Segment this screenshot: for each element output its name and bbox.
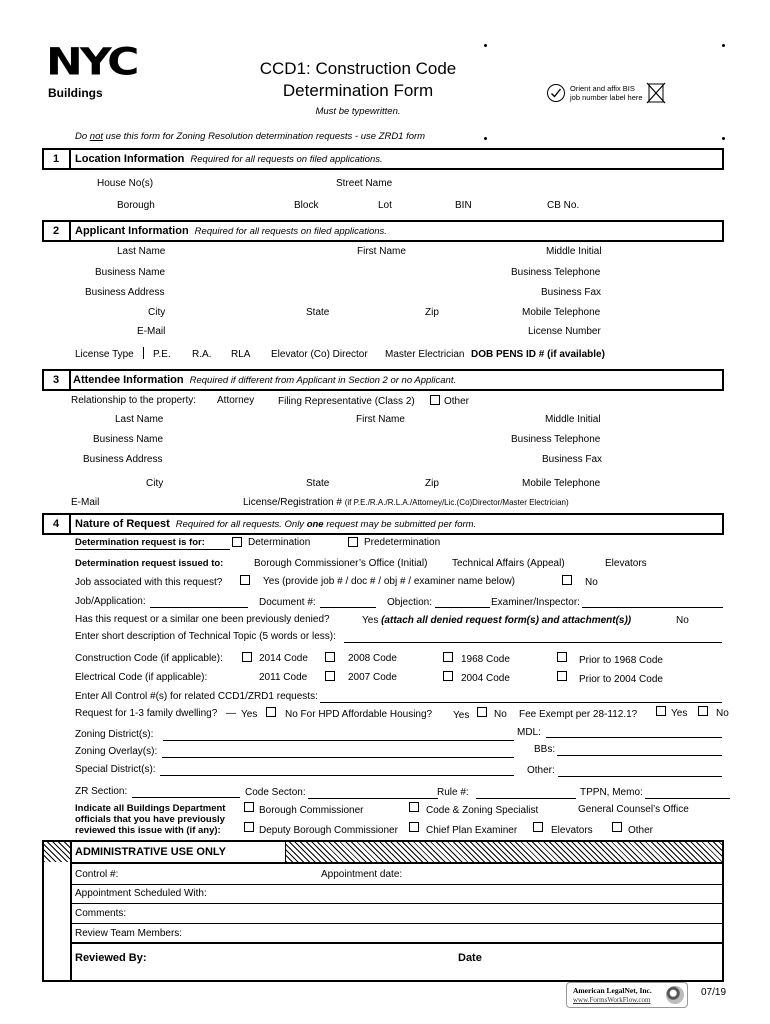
admin-title-divider-2	[285, 842, 286, 862]
section-4-number: 4	[52, 518, 60, 530]
relationship-attorney[interactable]: Attorney	[217, 395, 255, 406]
c2004-label: 2004 Code	[461, 673, 510, 684]
fee-exempt-label: Fee Exempt per 28-112.1?	[519, 709, 638, 720]
issued-to-label: Determination request issued to:	[75, 558, 224, 569]
applicant-last-name: Last Name	[117, 246, 166, 257]
tppn-label: TPPN, Memo:	[580, 787, 643, 798]
section-2-title: Applicant Information Required for all requests on filed applications.	[75, 225, 387, 237]
family-no-checkbox[interactable]	[266, 707, 276, 717]
publisher-url[interactable]: www.FormsWorkFlow.com	[573, 996, 651, 1004]
bbs-label: BBs:	[534, 744, 556, 755]
job-assoc-no-label: No	[585, 577, 598, 588]
control-nums-field[interactable]	[320, 702, 722, 703]
examiner-label: Examiner/Inspector:	[491, 597, 580, 608]
other-label: Other:	[527, 765, 555, 776]
subtitle: Must be typewritten.	[315, 106, 401, 117]
comments-label: Comments:	[75, 908, 127, 919]
attendee-first-name: First Name	[356, 414, 405, 425]
license-rla[interactable]: RLA	[231, 349, 251, 360]
dob-pens-label: DOB PENS ID # (if available)	[471, 349, 605, 360]
applicant-business-tel: Business Telephone	[511, 267, 601, 278]
objection-field[interactable]	[435, 607, 490, 608]
applicant-zip: Zip	[425, 307, 439, 318]
c1968-label: 1968 Code	[461, 654, 510, 665]
admin-row-rule-3	[70, 923, 722, 924]
borough-label: Borough	[117, 200, 155, 211]
admin-row-rule-4	[70, 942, 722, 944]
short-desc-field[interactable]	[344, 642, 722, 643]
control-nums-label: Enter All Control #(s) for related CCD1/ZRD1 requests:	[75, 691, 318, 702]
admin-title: ADMINISTRATIVE USE ONLY	[75, 846, 226, 858]
code-zoning-label: Code & Zoning Specialist	[426, 805, 539, 816]
examiner-field[interactable]	[582, 607, 723, 608]
applicant-state: State	[306, 307, 330, 318]
family-label: Request for 1-3 family dwelling?	[75, 708, 218, 719]
title-line-1: CCD1: Construction Code	[259, 59, 457, 78]
zoning-overlay-field[interactable]	[162, 757, 514, 758]
relationship-other-checkbox[interactable]	[430, 395, 440, 405]
admin-hatch-left	[44, 842, 70, 862]
admin-row-rule-1	[70, 884, 722, 885]
c2014-label: 2014 Code	[259, 653, 308, 664]
street-label: Street Name	[336, 178, 393, 189]
attendee-mobile: Mobile Telephone	[522, 478, 601, 489]
form-version: 07/19	[701, 987, 727, 998]
admin-row-rule-2	[70, 903, 722, 904]
prior1968-label: Prior to 1968 Code	[579, 655, 663, 666]
logo-sub: Buildings	[48, 86, 103, 100]
det-for-rule	[75, 549, 230, 550]
publisher-name: American LegalNet, Inc.	[573, 986, 652, 995]
applicant-business-name: Business Name	[95, 267, 166, 278]
prev-denied-no[interactable]: No	[676, 615, 689, 626]
zr-section-field[interactable]	[132, 797, 240, 798]
borough-commissioner-checkbox[interactable]	[244, 802, 254, 812]
tppn-field[interactable]	[645, 798, 730, 799]
license-type-label: License Type	[75, 349, 134, 360]
other-official-checkbox[interactable]	[612, 822, 622, 832]
electrical-code-label: Electrical Code (if applicable):	[75, 672, 208, 683]
c2008-label: 2008 Code	[348, 653, 397, 664]
applicant-business-fax: Business Fax	[541, 287, 602, 298]
code-zoning-checkbox[interactable]	[409, 802, 419, 812]
nyc-logo	[46, 40, 158, 100]
mdl-label: MDL:	[517, 727, 541, 738]
check-circle-icon	[546, 83, 566, 103]
bis-label-area	[546, 82, 666, 106]
logo-text: NYC	[46, 40, 137, 84]
attendee-city: City	[146, 478, 164, 489]
job-assoc-yes-label: Yes (provide job # / doc # / obj # / examiner name below)	[263, 576, 515, 587]
job-app-label: Job/Application:	[75, 596, 146, 607]
fee-yes-checkbox[interactable]	[656, 706, 666, 716]
zoning-overlay-label: Zoning Overlay(s):	[75, 746, 158, 757]
hpd-label: No For HPD Affordable Housing?	[285, 709, 433, 720]
section-4-title: Nature of Request Required for all requests. Only one request may be submitted per form.	[75, 518, 477, 530]
applicant-license-number: License Number	[528, 326, 601, 337]
attendee-last-name: Last Name	[115, 414, 164, 425]
chief-plan-label: Chief Plan Examiner	[426, 825, 518, 836]
fee-no-checkbox[interactable]	[698, 706, 708, 716]
applicant-city: City	[148, 307, 166, 318]
predetermination-label: Predetermination	[364, 537, 441, 548]
bis-label-line-1: Orient and affix BIS	[570, 84, 635, 93]
license-type-divider	[143, 347, 144, 359]
hpd-no-label: No	[494, 709, 507, 720]
applicant-first-name: First Name	[357, 246, 406, 257]
dot-1	[484, 44, 487, 47]
admin-left-col	[70, 862, 72, 980]
tech-affairs-option[interactable]: Technical Affairs (Appeal)	[452, 558, 565, 569]
license-elevator[interactable]: Elevator (Co) Director	[271, 349, 368, 360]
prior2004-checkbox[interactable]	[557, 671, 567, 681]
c2011-label: 2011 Code	[259, 672, 308, 683]
attendee-middle-initial: Middle Initial	[545, 414, 601, 425]
determination-label: Determination	[248, 537, 311, 548]
review-team-label: Review Team Members:	[75, 928, 183, 939]
special-district-field[interactable]	[160, 775, 514, 776]
dot-3	[484, 137, 487, 140]
hpd-no-checkbox[interactable]	[477, 707, 487, 717]
section-3-title: Attendee Information Required if different from Applicant in Section 2 or no Applicant.	[73, 374, 457, 386]
relationship-filing-rep[interactable]: Filing Representative (Class 2)	[278, 396, 415, 407]
dot-4	[722, 137, 725, 140]
appointment-date-label: Appointment date:	[321, 869, 403, 880]
hpd-yes-label: Yes	[453, 710, 470, 721]
prior2004-label: Prior to 2004 Code	[579, 674, 663, 685]
c2014-checkbox[interactable]	[242, 652, 252, 662]
indicate-label-3: reviewed this issue with (if any):	[75, 825, 221, 836]
attendee-business-fax: Business Fax	[542, 454, 603, 465]
job-assoc-no-checkbox[interactable]	[562, 575, 572, 585]
prior1968-checkbox[interactable]	[557, 652, 567, 662]
elevators-option[interactable]: Elevators	[605, 558, 647, 569]
mdl-field[interactable]	[546, 737, 722, 738]
admin-title-divider	[70, 842, 72, 862]
rule-label: Rule #:	[437, 787, 469, 798]
special-district-label: Special District(s):	[75, 764, 156, 775]
bis-label-line-2: job number label here	[570, 93, 643, 102]
c2004-checkbox[interactable]	[443, 671, 453, 681]
borough-commissioner-label: Borough Commissioner	[259, 805, 364, 816]
attendee-zip: Zip	[425, 478, 439, 489]
relationship-other-label: Other	[444, 396, 470, 407]
section-2-number: 2	[52, 225, 60, 237]
house-label: House No(s)	[97, 178, 154, 189]
title-line-2: Determination Form	[282, 81, 434, 100]
c2008-checkbox[interactable]	[325, 652, 335, 662]
c1968-checkbox[interactable]	[443, 652, 453, 662]
code-section-field[interactable]	[308, 798, 438, 799]
deputy-checkbox[interactable]	[244, 822, 254, 832]
zoning-district-label: Zoning District(s):	[75, 729, 154, 740]
job-app-field[interactable]	[150, 607, 248, 608]
date-label: Date	[458, 952, 482, 964]
license-master[interactable]: Master Electrician	[385, 349, 465, 360]
attendee-business-addr: Business Address	[83, 454, 163, 465]
zoning-district-field[interactable]	[163, 740, 514, 741]
objection-label: Objection:	[387, 597, 433, 608]
prev-denied-yes[interactable]: Yes (attach all denied request form(s) and attachment(s))	[362, 615, 632, 626]
control-label: Control #:	[75, 869, 119, 880]
attendee-license-reg: License/Registration # (if P.E./R.A./R.L.A./Attorney/Lic.(Co)Director/Master Electrician)	[243, 497, 569, 508]
attendee-business-tel: Business Telephone	[511, 434, 601, 445]
c2007-label: 2007 Code	[348, 672, 397, 683]
license-ra[interactable]: R.A.	[192, 349, 212, 360]
section-3-number: 3	[52, 374, 60, 386]
elevators-checkbox[interactable]	[533, 822, 543, 832]
det-for-label: Determination request is for:	[75, 537, 205, 548]
lot-label: Lot	[378, 200, 392, 211]
c2007-checkbox[interactable]	[325, 671, 335, 681]
general-counsel-label[interactable]: General Counsel’s Office	[578, 804, 689, 815]
applicant-middle-initial: Middle Initial	[546, 246, 602, 257]
scheduled-label: Appointment Scheduled With:	[75, 888, 207, 899]
admin-hatch-right	[286, 842, 722, 862]
reviewed-by-label: Reviewed By:	[75, 952, 147, 964]
fee-no-label: No	[716, 708, 729, 719]
construction-code-label: Construction Code (if applicable):	[75, 653, 223, 664]
bbs-field[interactable]	[557, 755, 722, 756]
applicant-email: E-Mail	[137, 326, 166, 337]
indicate-label-1: Indicate all Buildings Department	[75, 803, 226, 814]
predetermination-checkbox[interactable]	[348, 537, 358, 547]
deputy-label: Deputy Borough Commissioner	[259, 825, 398, 836]
other-official-label: Other	[628, 825, 654, 836]
admin-row-rule-0	[70, 862, 722, 864]
applicant-mobile: Mobile Telephone	[522, 307, 601, 318]
bin-label: BIN	[455, 200, 472, 211]
cb-label: CB No.	[547, 200, 580, 211]
no-label-icon	[646, 82, 666, 104]
document-label: Document #:	[259, 597, 316, 608]
code-section-label: Code Secton:	[245, 787, 306, 798]
relationship-label: Relationship to the property:	[71, 395, 197, 406]
document-field[interactable]	[320, 607, 376, 608]
job-assoc-yes-checkbox[interactable]	[240, 575, 250, 585]
publisher-badge	[566, 982, 688, 1008]
dot-2	[722, 44, 725, 47]
zr-section-label: ZR Section:	[75, 786, 128, 797]
applicant-business-addr: Business Address	[85, 287, 165, 298]
section-1-number: 1	[52, 153, 60, 165]
determination-checkbox[interactable]	[232, 537, 242, 547]
family-yes-label: Yes	[241, 709, 258, 720]
license-pe[interactable]: P.E.	[153, 349, 171, 360]
elevators-label: Elevators	[551, 825, 593, 836]
attendee-business-name: Business Name	[93, 434, 164, 445]
chief-plan-checkbox[interactable]	[409, 822, 419, 832]
attendee-state: State	[306, 478, 330, 489]
zoning-notice: Do not use this form for Zoning Resolution determination requests - use ZRD1 form	[75, 131, 426, 142]
job-assoc-label: Job associated with this request?	[75, 577, 223, 588]
other-field[interactable]	[558, 776, 722, 777]
fee-yes-label: Yes	[671, 708, 688, 719]
publisher-logo-icon	[666, 986, 684, 1004]
section-1-title: Location Information Required for all requests on filed applications.	[75, 153, 383, 165]
borough-comm-option[interactable]: Borough Commissioner’s Office (Initial)	[254, 558, 428, 569]
short-desc-label: Enter short description of Technical Topic (5 words or less):	[75, 631, 336, 642]
attendee-email: E-Mail	[71, 497, 100, 508]
prev-denied-label: Has this request or a similar one been previously denied?	[75, 614, 330, 625]
block-label: Block	[294, 200, 319, 211]
family-dash: —	[226, 708, 236, 719]
rule-field[interactable]	[476, 798, 576, 799]
page-title	[228, 58, 488, 120]
indicate-label-2: officials that you have previously	[75, 814, 225, 825]
